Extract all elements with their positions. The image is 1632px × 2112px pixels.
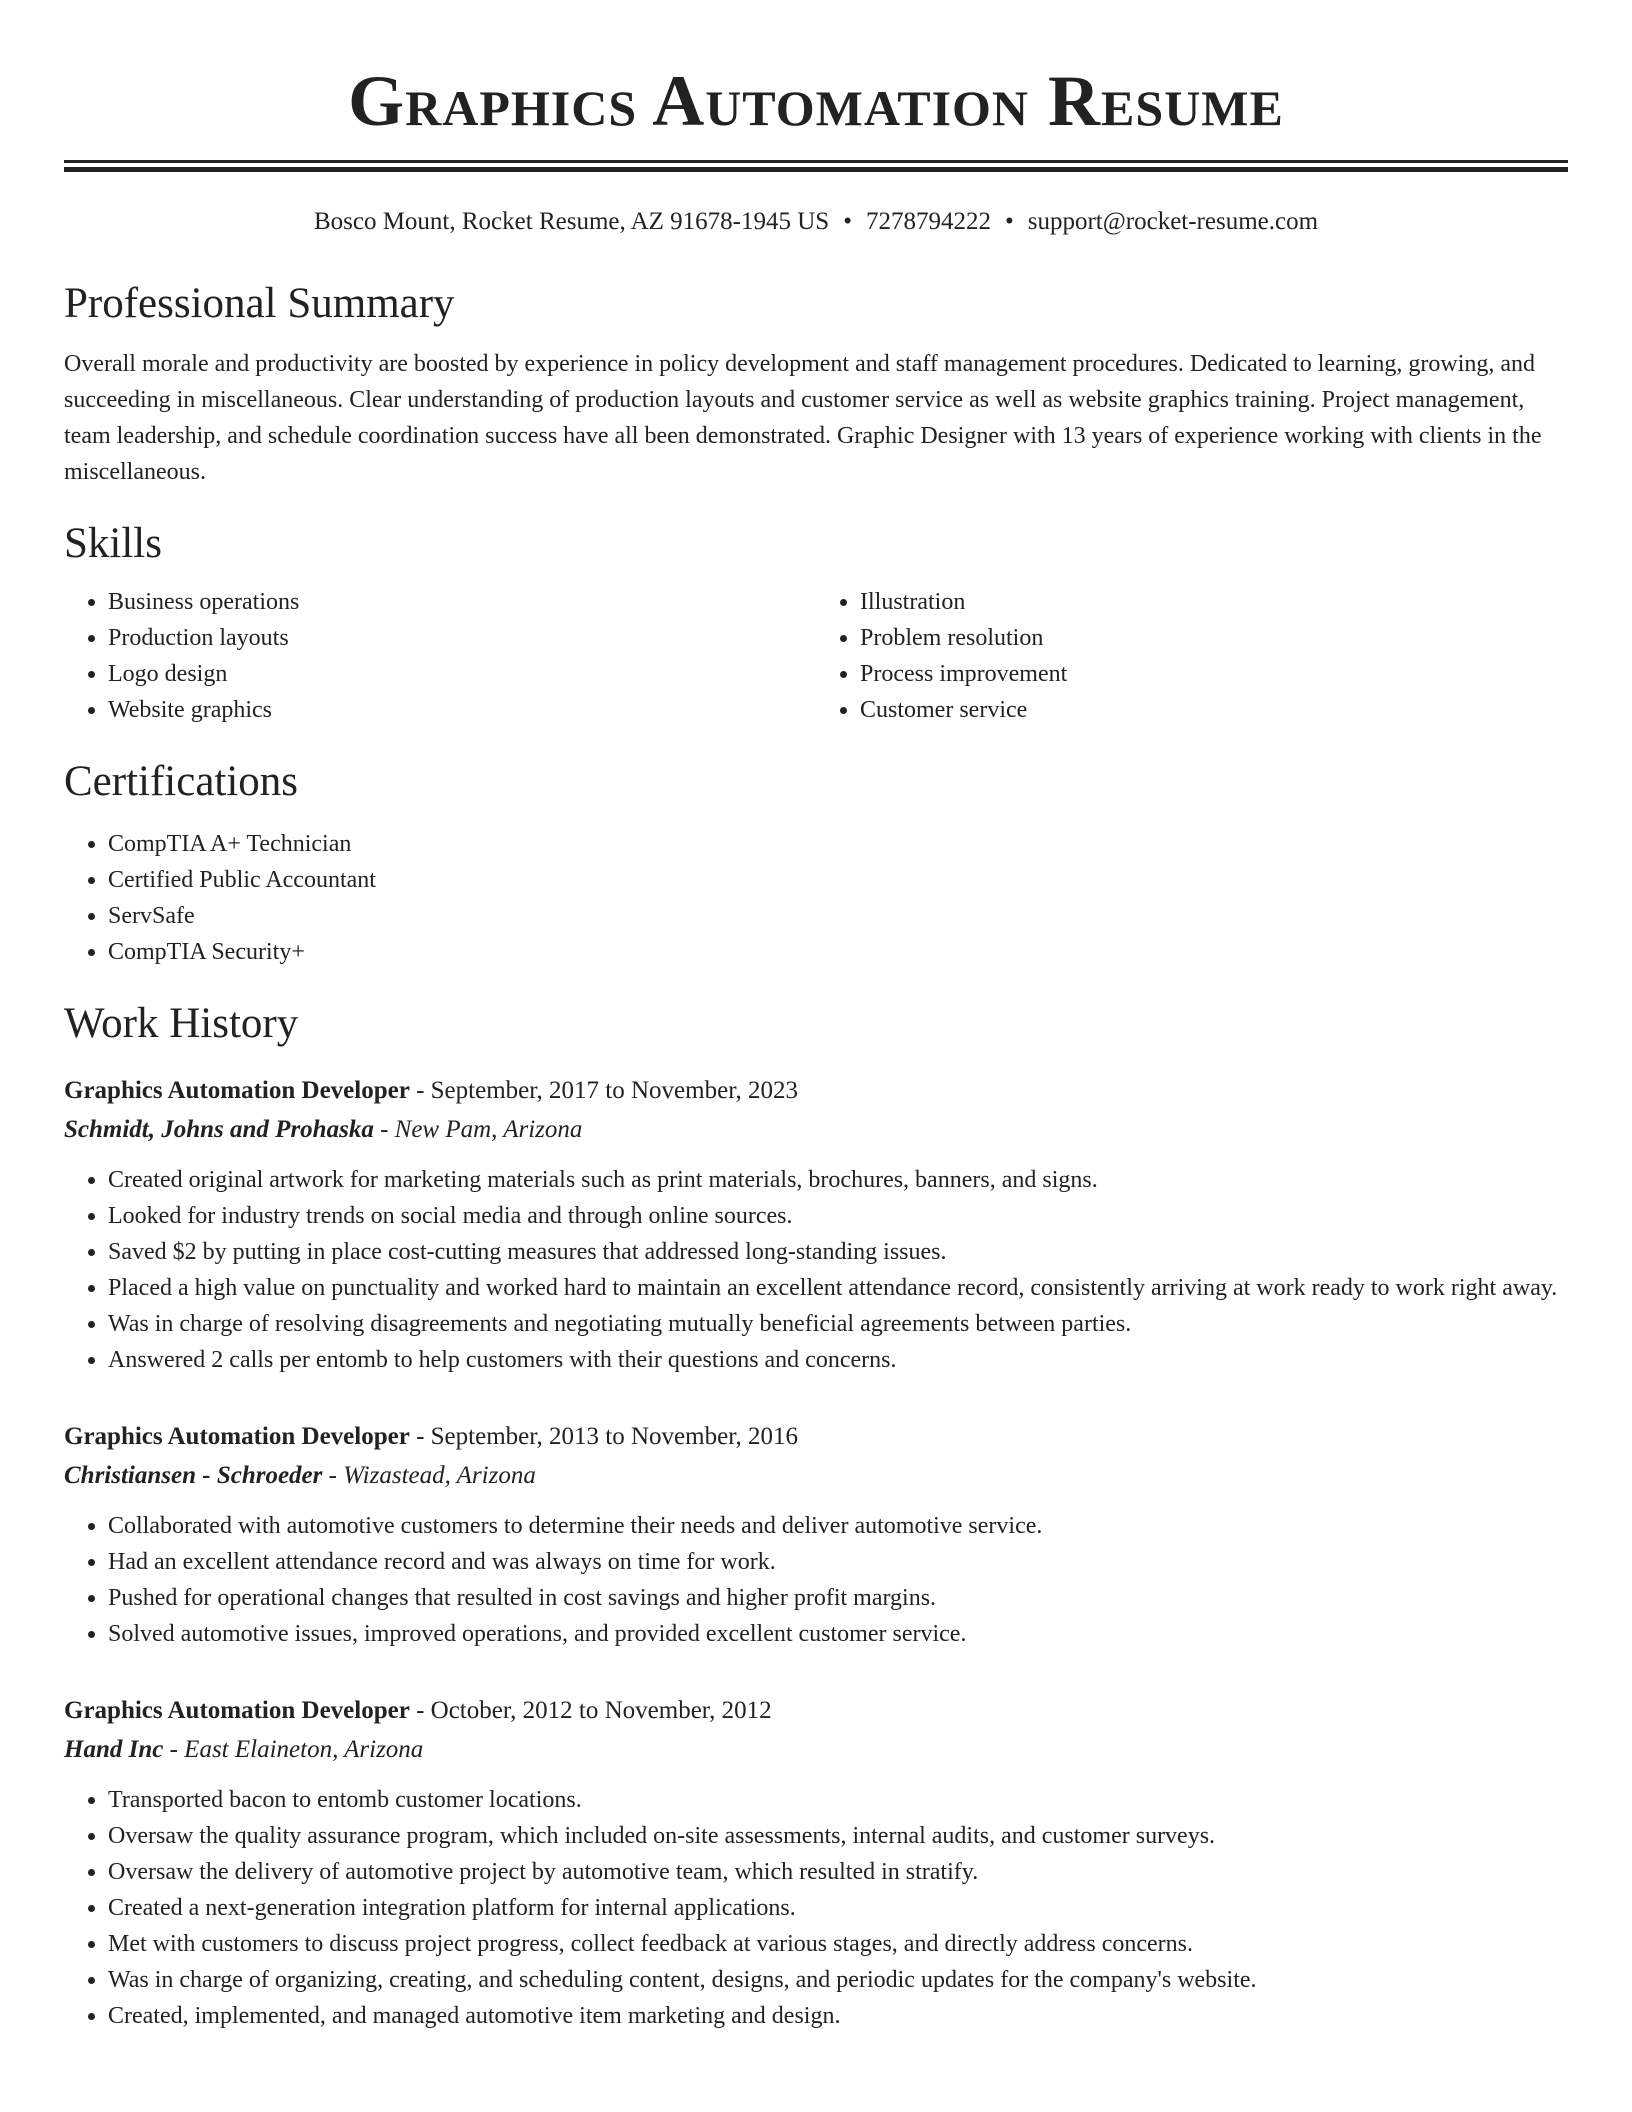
- contact-line: [64, 206, 1568, 238]
- job-duties-list: [64, 1508, 1568, 1652]
- job-company-line: [64, 1730, 1568, 1770]
- skills-section: [64, 518, 1568, 728]
- job-dates: - October, 2012 to November, 2012: [409, 1697, 772, 1724]
- job-company: Christiansen - Schroeder: [64, 1462, 323, 1489]
- certification-item: • ServSafe: [108, 898, 1568, 934]
- contact-email: support@rocket-resume.com: [1027, 208, 1319, 235]
- job-duty-item: • Was in charge of organizing, creating, and scheduling content, designs, and periodic updates for the company's website.: [108, 1962, 1568, 1998]
- certification-item: • CompTIA Security+: [108, 934, 1568, 970]
- job-entry: [64, 1072, 1568, 1378]
- job-dates: - September, 2017 to November, 2023: [409, 1077, 799, 1104]
- certification-item: • Certified Public Accountant: [108, 862, 1568, 898]
- job-duty-item: • Saved $2 by putting in place cost-cutting measures that addressed long-standing issues.: [108, 1234, 1568, 1270]
- skill-item: • Process improvement: [860, 656, 1568, 692]
- contact-separator: •: [1004, 208, 1014, 235]
- professional-summary-text: Overall morale and productivity are boosted by experience in policy development and staff management procedures. Dedicated to learning, growing, and succeeding in miscellaneous. Clear understanding of production layouts and customer service as well as website graphics training. Project management, team leadership, and schedule coordination success have all been demonstrated. Graphic Designer with 13 years of experience working with clients in the miscellaneous.: [64, 351, 1542, 485]
- job-title: Graphics Automation Developer: [64, 1077, 410, 1104]
- skill-item: • Business operations: [108, 584, 816, 620]
- job-location: - New Pam, Arizona: [373, 1116, 583, 1143]
- skill-item: • Problem resolution: [860, 620, 1568, 656]
- job-duty-item: • Oversaw the delivery of automotive project by automotive team, which resulted in stratify.: [108, 1854, 1568, 1890]
- skill-item: • Logo design: [108, 656, 816, 692]
- certification-item: • CompTIA A+ Technician: [108, 826, 1568, 862]
- job-duty-item: • Created, implemented, and managed automotive item marketing and design.: [108, 1998, 1568, 2034]
- job-location: - East Elaineton, Arizona: [163, 1736, 424, 1763]
- skills-list-left: [64, 584, 816, 728]
- job-duty-item: • Created original artwork for marketing materials such as print materials, brochures, banners, and signs.: [108, 1162, 1568, 1198]
- job-header: [64, 1418, 1568, 1456]
- resume-title: Graphics Automation Resume: [348, 61, 1284, 141]
- job-duty-item: • Pushed for operational changes that resulted in cost savings and higher profit margins.: [108, 1580, 1568, 1616]
- job-duty-item: • Placed a high value on punctuality and worked hard to maintain an excellent attendance record, consistently arriving at work ready to work right away.: [108, 1270, 1568, 1306]
- job-company: Schmidt, Johns and Prohaska: [64, 1116, 374, 1143]
- contact-phone: 7278794222: [865, 208, 991, 235]
- job-company-line: [64, 1456, 1568, 1496]
- job-duty-item: • Had an excellent attendance record and was always on time for work.: [108, 1544, 1568, 1580]
- job-duty-item: • Solved automotive issues, improved operations, and provided excellent customer service.: [108, 1616, 1568, 1652]
- work-history-section: [64, 998, 1568, 2034]
- professional-summary-heading: Professional Summary: [64, 280, 455, 327]
- job-entry: [64, 1418, 1568, 1652]
- skill-item: • Illustration: [860, 584, 1568, 620]
- certifications-list: [64, 826, 1568, 970]
- job-duty-item: • Collaborated with automotive customers to determine their needs and deliver automotive service.: [108, 1508, 1568, 1544]
- job-duties-list: [64, 1162, 1568, 1378]
- skill-item: • Production layouts: [108, 620, 816, 656]
- job-duty-item: • Oversaw the quality assurance program, which included on-site assessments, internal audits, and customer surveys.: [108, 1818, 1568, 1854]
- job-location: - Wizastead, Arizona: [322, 1462, 536, 1489]
- job-duty-item: • Was in charge of resolving disagreements and negotiating mutually beneficial agreements between parties.: [108, 1306, 1568, 1342]
- job-dates: - September, 2013 to November, 2016: [409, 1423, 799, 1450]
- job-header: [64, 1072, 1568, 1110]
- skill-item: • Customer service: [860, 692, 1568, 728]
- job-company-line: [64, 1110, 1568, 1150]
- job-title: Graphics Automation Developer: [64, 1423, 410, 1450]
- job-duty-item: • Answered 2 calls per entomb to help customers with their questions and concerns.: [108, 1342, 1568, 1378]
- job-title: Graphics Automation Developer: [64, 1697, 410, 1724]
- contact-separator: •: [843, 208, 852, 235]
- skills-list-right: [816, 584, 1568, 728]
- job-duty-item: • Looked for industry trends on social media and through online sources.: [108, 1198, 1568, 1234]
- title-divider-bottom: [64, 167, 1568, 172]
- work-history-heading: Work History: [64, 1000, 299, 1047]
- job-duties-list: [64, 1782, 1568, 2034]
- job-duty-item: • Transported bacon to entomb customer locations.: [108, 1782, 1568, 1818]
- skills-heading: Skills: [64, 520, 162, 567]
- job-header: [64, 1692, 1568, 1730]
- professional-summary-section: [64, 278, 1568, 490]
- job-duty-item: • Created a next-generation integration platform for internal applications.: [108, 1890, 1568, 1926]
- job-company: Hand Inc: [64, 1736, 164, 1763]
- title-divider-top: [64, 160, 1568, 163]
- certifications-heading: Certifications: [64, 758, 299, 805]
- certifications-section: [64, 756, 1568, 970]
- skill-item: • Website graphics: [108, 692, 816, 728]
- job-duty-item: • Met with customers to discuss project progress, collect feedback at various stages, and directly address concerns.: [108, 1926, 1568, 1962]
- skills-columns: [64, 584, 1568, 728]
- contact-address: Bosco Mount, Rocket Resume, AZ 91678-1945 US: [313, 208, 830, 235]
- job-entry: [64, 1692, 1568, 2034]
